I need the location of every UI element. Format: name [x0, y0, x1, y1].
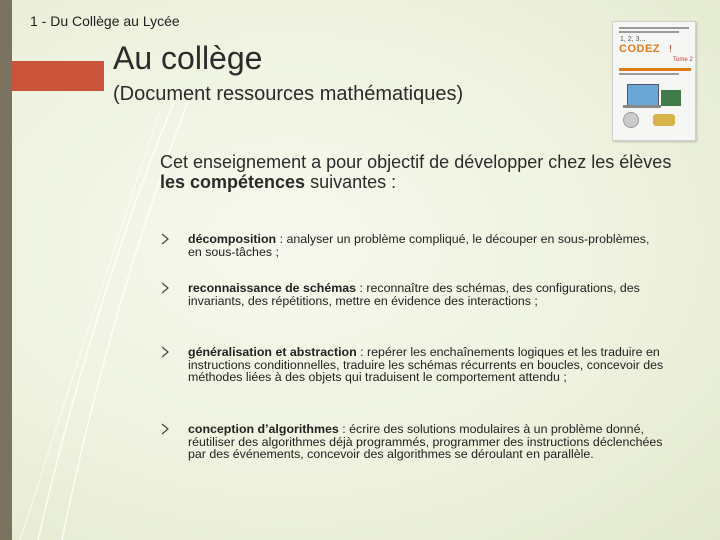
list-item-term: généralisation et abstraction	[188, 345, 357, 359]
book-cover-image	[612, 21, 696, 141]
robot-illustration	[653, 114, 675, 126]
intro-paragraph	[160, 152, 680, 192]
book-cover-line: 1, 2, 3...	[620, 36, 646, 43]
chevron-right-icon	[160, 423, 170, 438]
intro-text-before: Cet enseignement a pour objectif de développer chez les élèves	[160, 152, 672, 172]
list-item-definition: : écrire des solutions modulaires à un problème donné, réutiliser des algorithmes déjà programmés, programmer des instructions déclenchées par des événements, concevoir des algorithmes se déroulant en parallèle.	[188, 422, 663, 461]
list-item-definition: : analyser un problème compliqué, le découper en sous-problèmes, en sous-tâches ;	[188, 232, 650, 259]
book-cover-brand-suffix: !	[669, 44, 672, 55]
list-item-definition: : reconnaître des schémas, des configurations, des invariants, des répétitions, mettre en évidence des interactions ;	[188, 281, 640, 308]
list-item-term: conception d’algorithmes	[188, 422, 339, 436]
page-subtitle: (Document ressources mathématiques)	[113, 83, 464, 105]
chevron-right-icon	[160, 346, 170, 361]
section-label: 1 - Du Collège au Lycée	[30, 13, 180, 29]
list-item-term: décomposition	[188, 232, 277, 246]
page-title: Au collège	[113, 40, 263, 76]
list-item-definition: : repérer les enchaînements logiques et les traduire en instructions conditionnelles, traduire les schémas récurrents en boucles, concevoir des méthodes liées à des objets qui traduisent le comportement attendu ;	[188, 345, 664, 384]
intro-text-after: suivantes :	[305, 172, 397, 192]
book-cover-edition: Tome 2	[673, 57, 693, 63]
laptop-illustration	[627, 84, 659, 106]
circuit-board-illustration	[661, 90, 681, 106]
list-item-term: reconnaissance de schémas	[188, 281, 357, 295]
disc-illustration	[623, 112, 639, 128]
chevron-right-icon	[160, 233, 170, 248]
chevron-right-icon	[160, 282, 170, 297]
title-accent-bar	[12, 61, 104, 91]
intro-emphasis: les compétences	[160, 172, 306, 192]
book-cover-brand: CODEZ	[619, 43, 660, 55]
